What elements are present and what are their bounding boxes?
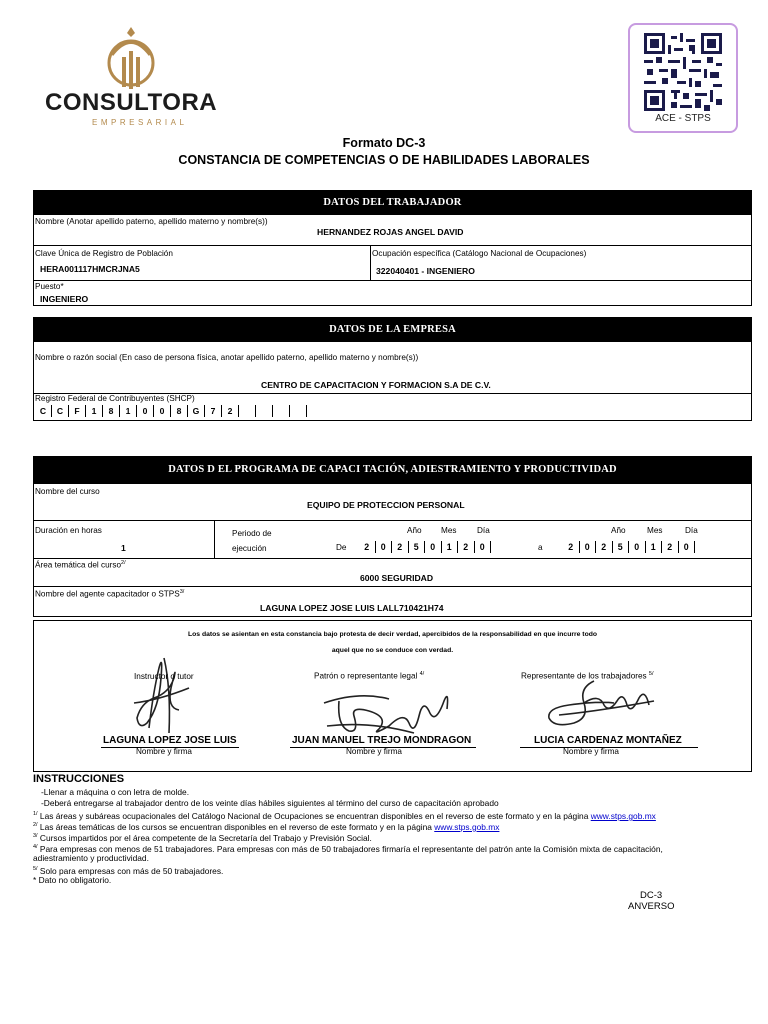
rfc-char-7: 0 [154,405,171,417]
signature-section [33,620,752,772]
qr-code-badge [628,23,738,133]
role-worker-rep: Representante de los trabajadores $^{5/}$ [521,671,654,681]
rfc-char-5: 1 [120,405,137,417]
stps-link-2[interactable]: www.stps.gob.mx [434,821,500,832]
occupation-value: 322040401 - INGENIERO [376,266,475,276]
statement-line-1: Los datos se asientan en esta constancia bajo protesta de decir verdad, apercibidos de la responsabilidad en que incurre todo [187,631,598,638]
logo-name: CONSULTORA [45,89,218,116]
rfc-char-3: 1 [86,405,103,417]
start-date-digit-1: 0 [376,541,393,553]
rfc-char-4: 8 [103,405,120,417]
worker-section [33,214,752,306]
worker-rep-signature-icon [539,673,659,733]
start-date-cells [359,541,491,553]
program-section-header: DATOS D EL PROGRAMA DE CAPACI TACIÓN, ADIESTRAMIENTO Y PRODUCTIVIDAD [33,456,752,483]
end-date-digit-7: 0 [679,541,696,553]
instruction-1: -Llenar a máquina o con letra de molde. [41,787,190,797]
end-day-label: Día [685,526,698,535]
employer-signature-icon [319,681,459,743]
worker-name-label: Nombre (Anotar apellido paterno, apellido materno y nombre(s)) [35,217,268,226]
start-date-digit-3: 5 [409,541,426,553]
worker-name-value: HERNANDEZ ROJAS ANGEL DAVID [317,227,464,237]
to-label: a [538,543,543,552]
instructions-title: INSTRUCCIONES [33,773,125,785]
signer-name-instructor: LAGUNA LOPEZ JOSE LUIS [103,735,237,746]
course-value: EQUIPO DE PROTECCION PERSONAL [307,500,465,510]
curp-label: Clave Única de Registro de Población [35,249,173,258]
company-name-label: Nombre o razón social (En caso de persona física, anotar apellido paterno, apellido materno y nombre(s)) [35,353,419,362]
instruction-5: $^{3/}$ Cursos impartidos por el área competente de la Secretaría del Trabajo y Previsión Social. [33,832,372,843]
footer-side: ANVERSO [628,901,675,912]
end-date-digit-0: 2 [563,541,580,553]
hours-label: Duración en horas [35,526,102,535]
instruction-9: * Dato no obligatorio. [33,875,112,885]
rfc-char-11: 2 [222,405,239,417]
rfc-char-14 [273,405,290,417]
start-date-digit-0: 2 [359,541,376,553]
signer-name-employer: JUAN MANUEL TREJO MONDRAGON [292,735,472,746]
end-month-label: Mes [647,526,663,535]
from-label: De [336,543,347,552]
company-section-header: DATOS DE LA EMPRESA [33,317,752,341]
qr-caption: ACE - STPS [655,113,711,124]
form-title: Formato DC-3 [342,136,426,150]
end-date-digit-3: 5 [613,541,630,553]
instruction-6: $^{4/}$ Para empresas con menos de 51 trabajadores. Para empresas con más de 50 trabajadores firmaría el representante del patrón ante la Comisión mixta de capacitación, [33,843,663,854]
instruction-3: $^{1/}$ Las áreas y subáreas ocupacionales del Catálogo Nacional de Ocupaciones se encuentran disponibles en el reverso de este formato y en la página www.stps.gob.mx [33,810,656,821]
instructor-signature-icon [119,648,199,738]
end-year-label: Año [611,526,626,535]
signer-name-worker-rep: LUCIA CARDENAZ MONTAÑEZ [534,735,682,746]
position-value: INGENIERO [40,294,89,304]
qr-code-icon [644,33,722,111]
role-instructor: Instructor o tutor [134,672,194,681]
rfc-char-0: C [35,405,52,417]
footer-code: DC-3 [640,890,663,901]
rfc-char-12 [239,405,256,417]
rfc-char-2: F [69,405,86,417]
start-date-digit-2: 2 [392,541,409,553]
rfc-char-6: 0 [137,405,154,417]
agent-label: Nombre del agente capacitador o $STPS^{3/}$ [35,589,185,599]
rfc-char-10: 7 [205,405,222,417]
course-label: Nombre del curso [35,487,100,496]
instruction-2: -Deberá entregarse al trabajador dentro de los veinte días hábiles siguientes al término del curso de capacitación aprobado [41,798,499,808]
period-label-2: ejecución [232,544,267,553]
company-logo [40,25,220,135]
area-value: 6000 SEGURIDAD [360,573,434,583]
end-date-digit-6: 2 [662,541,679,553]
rfc-char-1: C [52,405,69,417]
worker-section-header: DATOS DEL TRABAJADOR [33,190,752,214]
program-section [33,483,752,617]
company-section [33,341,752,421]
end-date-digit-4: 0 [629,541,646,553]
start-year-label: Año [407,526,422,535]
signer-caption-worker-rep: Nombre y firma [563,747,619,756]
start-day-label: Día [477,526,490,535]
company-name-value: CENTRO DE CAPACITACION Y FORMACION S.A DE C.V. [261,380,491,390]
rfc-char-13 [256,405,273,417]
rfc-char-8: 8 [171,405,188,417]
instruction-7: adiestramiento y productividad. [33,853,149,863]
start-date-digit-5: 1 [442,541,459,553]
hours-value: 1 [121,543,126,553]
period-label-1: Periodo de [232,529,272,538]
rfc-label: Registro Federal de Contribuyentes (SHCP) [35,394,195,403]
end-date-digit-2: 2 [596,541,613,553]
position-label: Puesto* [35,282,64,291]
end-date-cells [563,541,695,553]
agent-value: LAGUNA LOPEZ JOSE LUIS LALL710421H74 [260,603,444,613]
rfc-cells [35,405,307,417]
signer-caption-employer: Nombre y firma [346,747,402,756]
logo-subtitle: EMPRESARIAL [92,118,188,127]
area-label: Área temática del curso$^{2/}$ [35,560,126,570]
curp-value: HERA001117HMCRJNA5 [40,264,140,274]
start-date-digit-4: 0 [425,541,442,553]
stps-link-1[interactable]: www.stps.gob.mx [590,810,656,821]
instruction-4: $^{2/}$ Las áreas temáticas de los cursos se encuentran disponibles en el reverso de este formato y en la página www.stps.gob.mx [33,821,500,832]
form-subtitle: CONSTANCIA DE COMPETENCIAS O DE HABILIDADES LABORALES [178,153,590,167]
end-date-digit-1: 0 [580,541,597,553]
rfc-char-15 [290,405,307,417]
start-month-label: Mes [441,526,457,535]
rfc-char-9: G [188,405,205,417]
occupation-label: Ocupación específica (Catálogo Nacional de Ocupaciones) [372,249,587,258]
instruction-8: $^{5/}$ Solo para empresas con más de 50 trabajadores. [33,865,224,876]
role-employer: Patrón o representante legal $^{4/}$ [314,671,425,681]
start-date-digit-7: 0 [475,541,492,553]
logo-emblem-icon [100,25,162,93]
signer-caption-instructor: Nombre y firma [136,747,192,756]
start-date-digit-6: 2 [458,541,475,553]
end-date-digit-5: 1 [646,541,663,553]
statement-line-2: aquel que no se conduce con verdad. [331,647,454,654]
